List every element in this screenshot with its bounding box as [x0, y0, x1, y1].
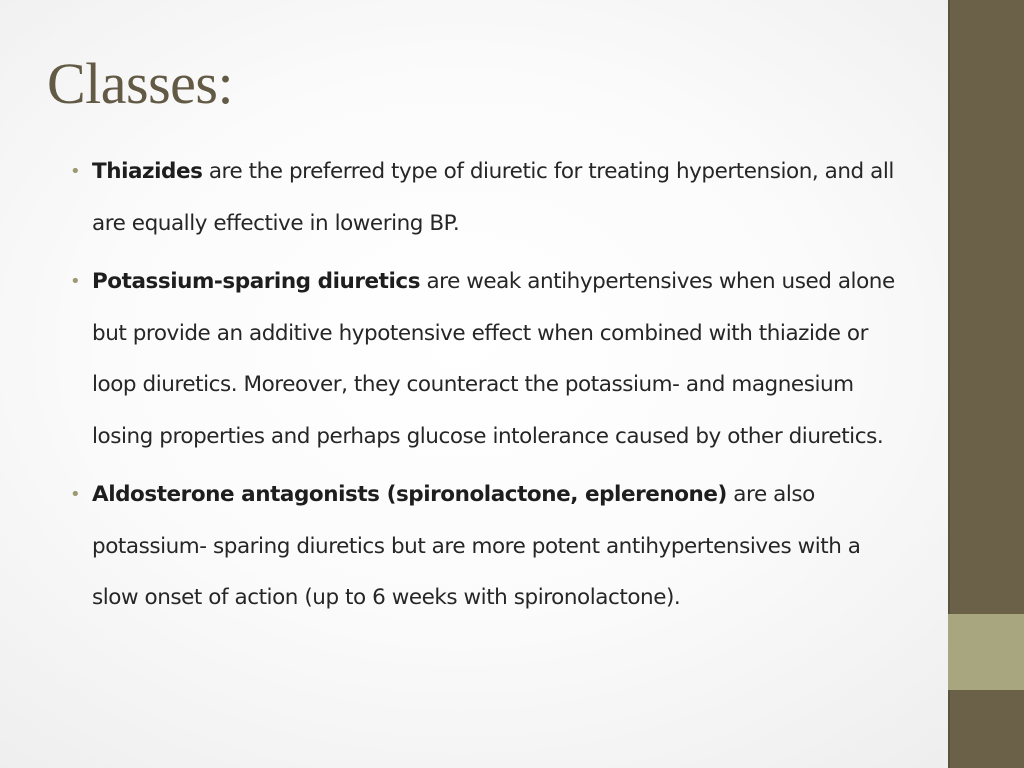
bullet-lead-term: Aldosterone antagonists (spironolactone, eplerenone): [92, 482, 727, 507]
bullet-item-aldosterone-antagonists: [70, 469, 912, 624]
bullet-text: are weak antihypertensives when used alone but provide an additive hypotensive effect when combined with thiazide or loop diuretics. Moreover, they counteract the potassium- and magnesium losing properties and perhaps glucose intolerance caused by other diuretics.: [92, 269, 895, 449]
side-decoration-band: [948, 0, 1024, 768]
side-accent-block: [948, 614, 1024, 690]
slide-title: Classes:: [47, 51, 234, 116]
bullet-lead-term: Potassium-sparing diuretics: [92, 269, 421, 294]
bullet-text: are also potassium- sparing diuretics but are more potent antihypertensives with a slow onset of action (up to 6 weeks with spironolactone).: [92, 482, 861, 610]
bullet-lead-term: Thiazides: [92, 159, 203, 184]
bullet-item-potassium-sparing: [70, 256, 912, 462]
bullet-marker-icon: •: [70, 271, 81, 292]
bullet-text: are the preferred type of diuretic for treating hypertension, and all are equally effective in lowering BP.: [92, 159, 894, 236]
bullet-marker-icon: •: [70, 161, 81, 182]
bullet-list: [70, 146, 912, 631]
bullet-marker-icon: •: [70, 484, 81, 505]
bullet-item-thiazides: [70, 146, 912, 249]
